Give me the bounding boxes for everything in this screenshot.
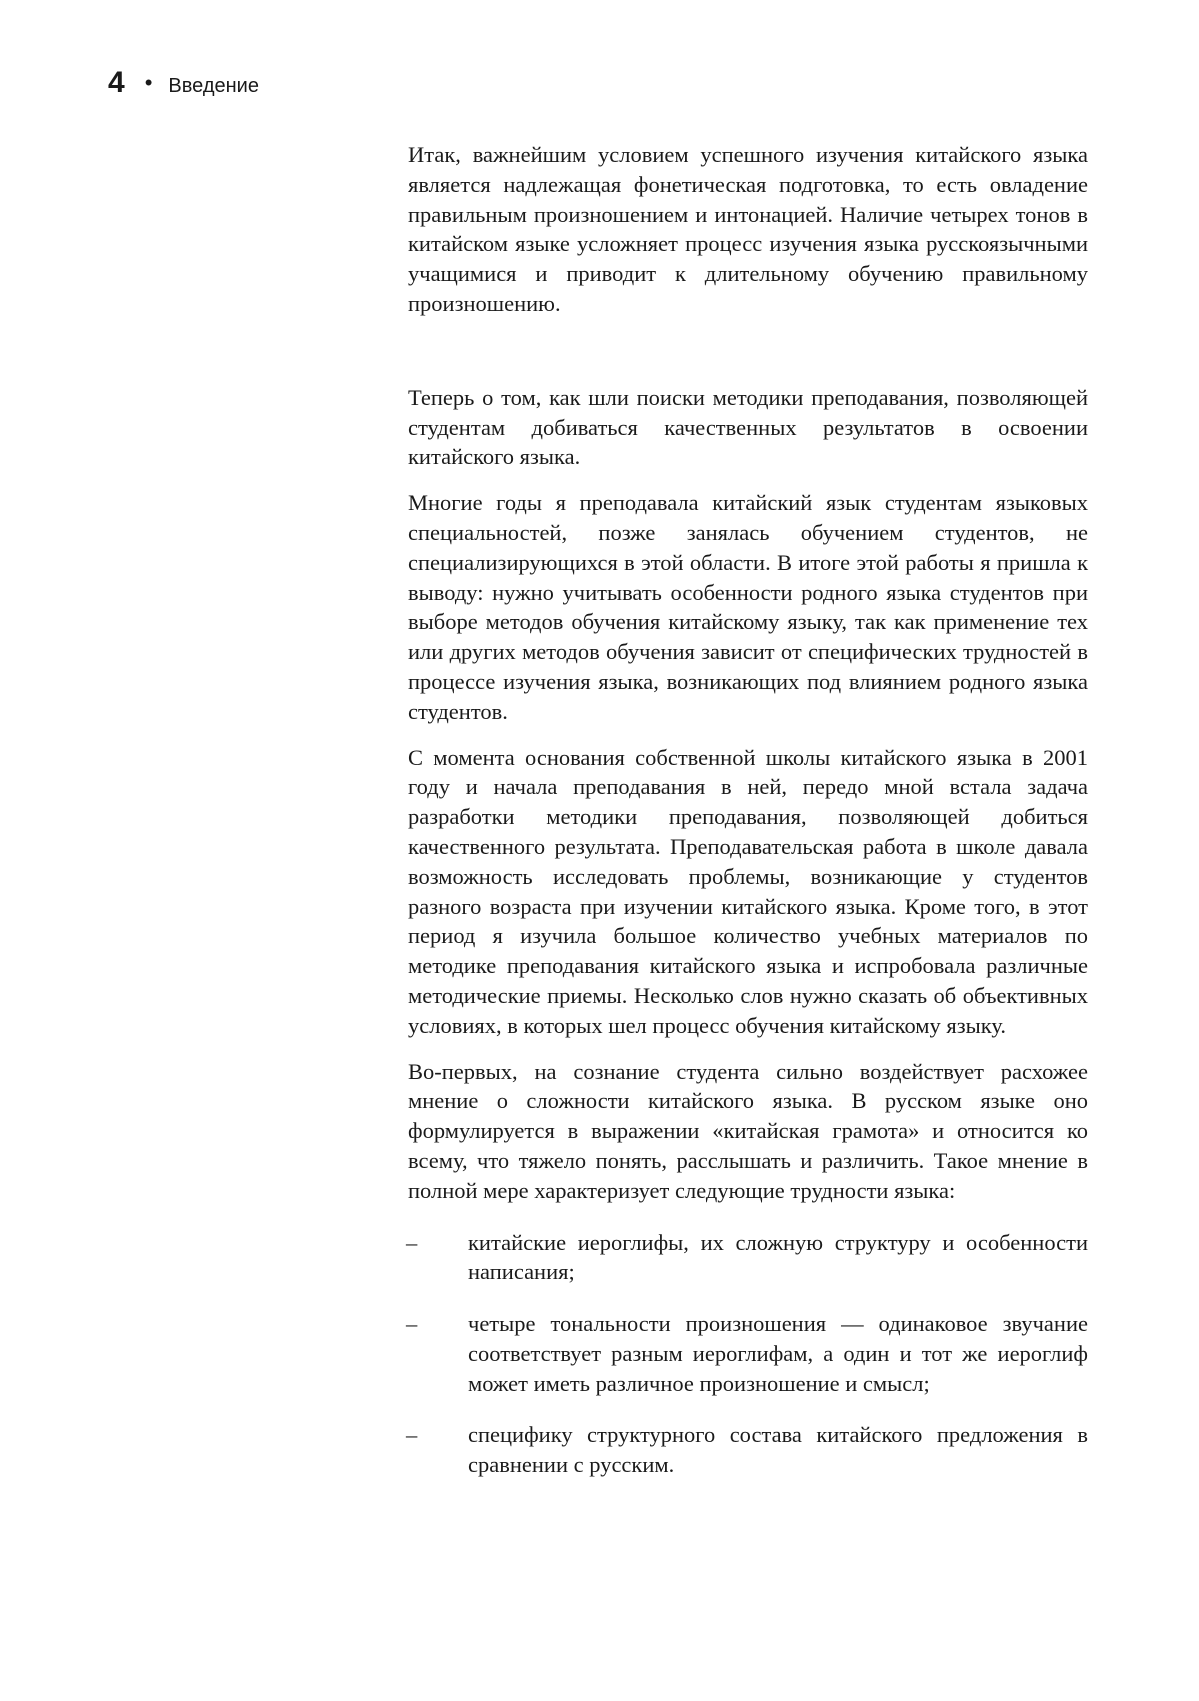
header-bullet: •: [144, 70, 153, 95]
paragraph-teaching-experience: Многие годы я преподавала китайский язык студентам языковых специальностей, позже занялась обучением студентов, не специализирующихся в этой области. В итоге этой работы я пришла к выводу: нужно учитывать особенности родного языка студентов при выборе методов обучения китайскому языку, так как применение тех или других методов обучения зависит от специфических трудностей в процессе изучения языка, возникающих под влиянием родного языка студентов.: [408, 490, 1088, 724]
section-title: Введение: [168, 75, 259, 97]
paragraph-phonetics: Итак, важнейшим условием успешного изучения китайского языка является надлежащая фонетическая подготовка, то есть овладение правильным произношением и интонацией. Наличие четырех тонов в китайском языке усложняет процесс изучения языка русскоязычными учащимися и приводит к длительному обучению правильному произношению.: [408, 142, 1088, 316]
dash-marker: –: [406, 1422, 418, 1448]
paragraph-school-founding: С момента основания собственной школы китайского языка в 2001 году и начала преподавания в ней, передо мной встала задача разработки методики преподавания, позволяющей добиться качественного результата. Преподавательская работа в школе давала возможность исследовать проблемы, возникающие у студентов разного возраста при изучении китайского языка. Кроме того, в этот период я изучила большое количество учебных материалов по методике преподавания китайского языка и испробовала различные методические приемы. Несколько слов нужно сказать об объективных условиях, в которых шел процесс обучения китайскому языку.: [408, 744, 1088, 1038]
list-item: [408, 1228, 1088, 1288]
difficulties-list: [408, 1228, 1088, 1481]
list-item-text: китайские иероглифы, их сложную структуру и особенности написания;: [468, 1229, 1088, 1285]
body-text: [408, 140, 1088, 1502]
list-item: [408, 1309, 1088, 1398]
page-number: 4: [108, 66, 125, 99]
dash-marker: –: [406, 1229, 418, 1255]
running-header: [108, 66, 259, 100]
paragraph-method-search: Теперь о том, как шли поиски методики преподавания, позволяющей студентам добиваться качественных результатов в освоении китайского языка.: [408, 384, 1088, 470]
list-item-text: четыре тональности произношения — одинаковое звучание соответствует разным иероглифам, а один и тот же иероглиф может иметь различное произношение и смысл;: [468, 1311, 1088, 1396]
list-item-text: специфику структурного состава китайского предложения в сравнении с русским.: [468, 1422, 1088, 1478]
list-item: [408, 1420, 1088, 1480]
paragraph-first-condition: Во-первых, на сознание студента сильно воздействует расхожее мнение о сложности китайского языка. В русском языке оно формулируется в выражении «китайская грамота» и относится ко всему, что тяжело понять, расслышать и различить. Такое мнение в полной мере характеризует следующие трудности языка:: [408, 1058, 1088, 1203]
dash-marker: –: [406, 1311, 418, 1337]
